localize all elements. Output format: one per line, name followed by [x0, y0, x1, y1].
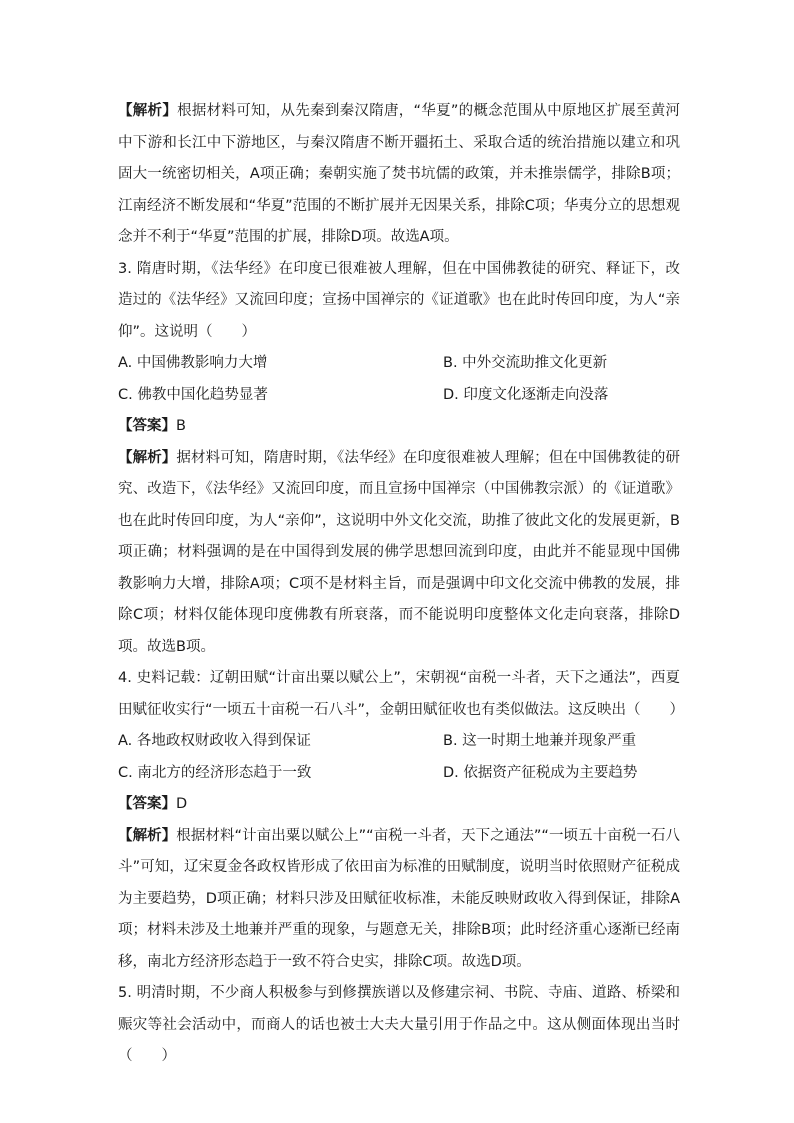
option-b: B. 这一时期土地兼并现象严重	[443, 733, 637, 749]
question-text: 5. 明清时期，不少商人积极参与到修撰族谱以及修建宗祠、书院、寺庙、道路、桥梁和赈灾等社会活动中，而商人的话也被士大夫大量引用于作品之中。这从侧面体现出当时（ ）	[118, 985, 680, 1064]
analysis-text: 据材料可知，隋唐时期，《法华经》在印度很难被人理解；但在中国佛教徒的研究、改造下，《法华经》又流回印度，而且宣扬中国禅宗（中国佛教宗派）的《证道歌》也在此时传回印度，为人“亲仰”，这说明中外文化交流，助推了彼此文化的发展更新，B项正确；材料强调的是在中国得到发展的佛学思想回流到印度，由此并不能显现中国佛教影响力大增，排除A项；C项不是材料主旨，而是强调中印文化交流中佛教的发展，排除C项；材料仅能体现印度佛教有所衰落，而不能说明印度整体文化走向衰落，排除D项。故选B项。	[118, 449, 681, 655]
option-d: D. 依据资产征税成为主要趋势	[443, 764, 638, 781]
question-text: 3. 隋唐时期，《法华经》在印度已很难被人理解，但在中国佛教徒的研究、释证下，改造过的《法华经》又流回印度；宣扬中国禅宗的《证道歌》也在此时传回印度，为人“亲仰”。这说明（ ）	[118, 260, 680, 340]
answer-text: D	[176, 796, 188, 812]
answer-q3	[118, 411, 680, 443]
option-d: D. 印度文化逐渐走向没落	[443, 386, 609, 403]
analysis-q3	[118, 443, 680, 664]
option-c: C. 南北方的经济形态趋于一致	[118, 764, 312, 781]
question-3-options	[118, 348, 680, 411]
answer-q4	[118, 789, 680, 821]
question-3-stem	[118, 254, 680, 349]
question-4-options	[118, 726, 680, 789]
question-text: 4. 史料记载：辽朝田赋“计亩出粟以赋公上”，宋朝视“亩税一斗者，天下之通法”，西夏田赋征收实行“一顷五十亩税一石八斗”，金朝田赋征收也有类似做法。这反映出（ ）	[118, 670, 685, 718]
answer-text: B	[176, 418, 186, 434]
option-b: B. 中外交流助推文化更新	[443, 355, 608, 371]
answer-tag: 【答案】	[118, 796, 176, 812]
answer-tag: 【答案】	[118, 418, 176, 434]
analysis-text: 根据材料“计亩出粟以赋公上”“亩税一斗者，天下之通法”“一顷五十亩税一石八斗”可知，辽宋夏金各政权皆形成了依田亩为标准的田赋制度，说明当时依照财产征税成为主要趋势，D项正确；材料只涉及田赋征收标准，未能反映财政收入得到保证，排除A项；材料未涉及土地兼并严重的现象，与题意无关，排除B项；此时经济重心逐渐已经南移，南北方经济形态趋于一致不符合史实，排除C项。故选D项。	[118, 827, 681, 970]
analysis-q2	[118, 96, 680, 254]
option-a: A. 中国佛教影响力大增	[118, 355, 268, 371]
document-page	[118, 96, 685, 1073]
option-c: C. 佛教中国化趋势显著	[118, 386, 268, 403]
analysis-tag: 【解析】	[118, 103, 178, 119]
question-4-stem	[118, 663, 685, 726]
question-5-stem	[118, 978, 680, 1073]
option-a: A. 各地政权财政收入得到保证	[118, 733, 311, 749]
analysis-tag: 【解析】	[118, 827, 177, 844]
analysis-q4	[118, 821, 680, 979]
analysis-text: 根据材料可知，从先秦到秦汉隋唐，“华夏”的概念范围从中原地区扩展至黄河中下游和长江中下游地区，与秦汉隋唐不断开疆拓土、采取合适的统治措施以建立和巩固大一统密切相关，A项正确；秦朝实施了焚书坑儒的政策，并未推崇儒学，排除B项；江南经济不断发展和“华夏”范围的不断扩展并无因果关系，排除C项；华夷分立的思想观念并不利于“华夏”范围的扩展，排除D项。故选A项。	[118, 103, 680, 245]
analysis-tag: 【解析】	[118, 449, 177, 466]
